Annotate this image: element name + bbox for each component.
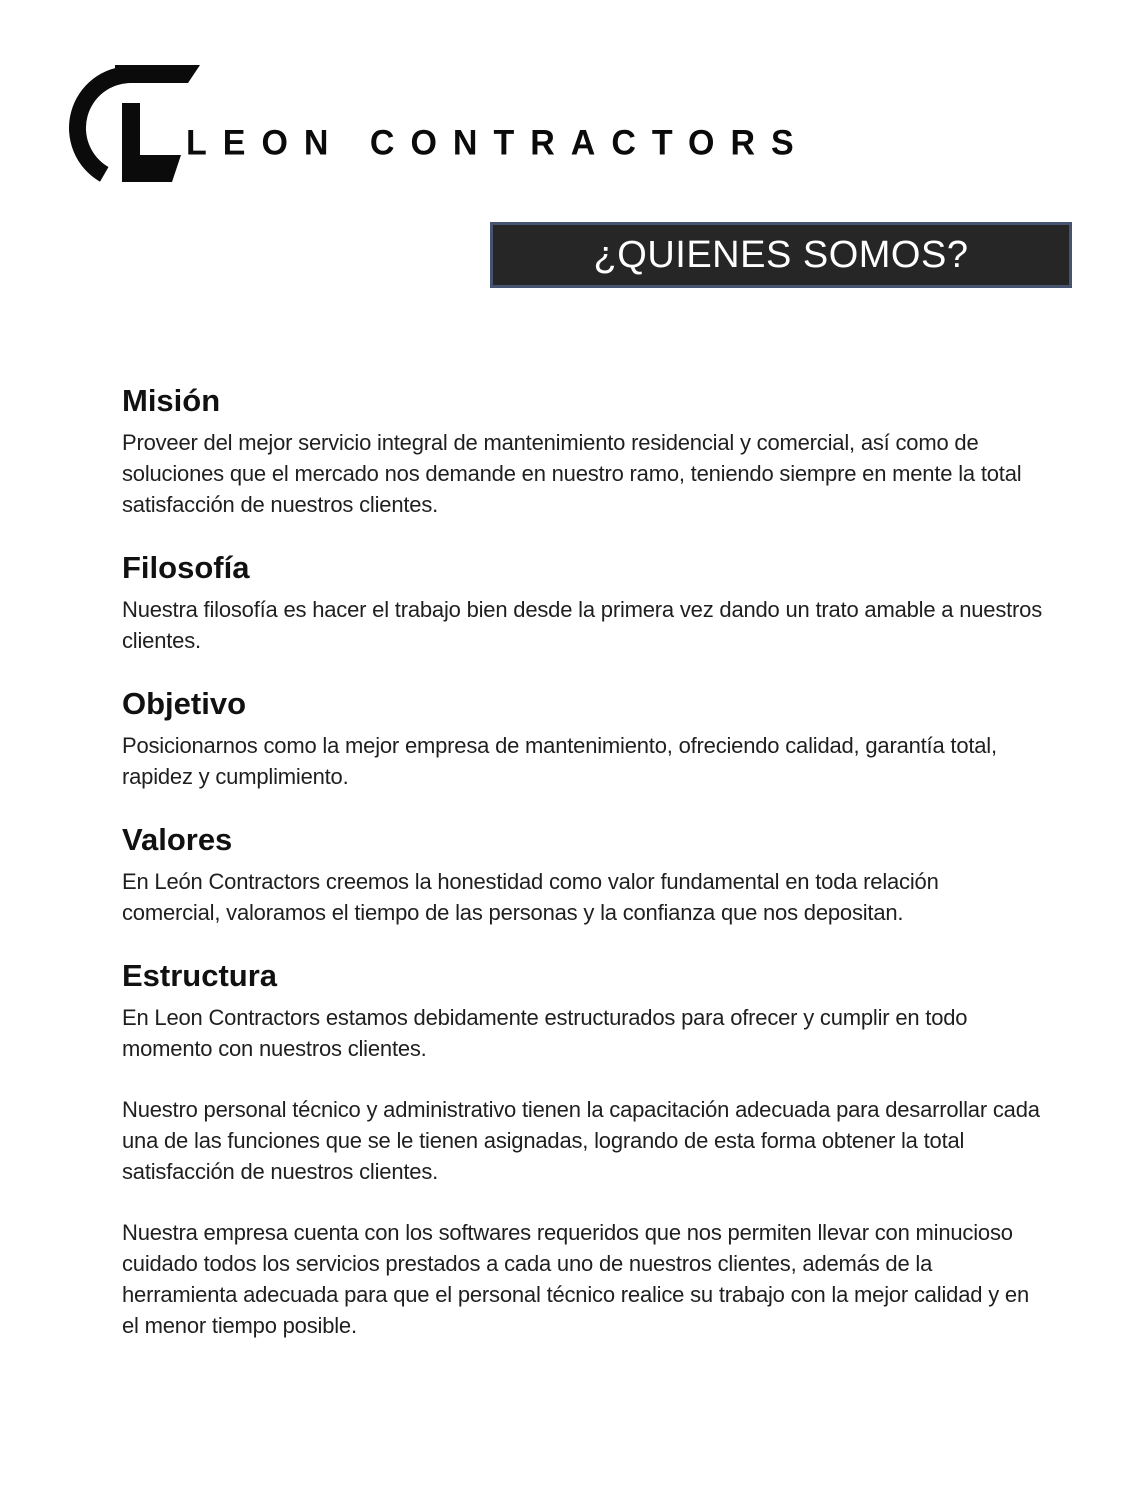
section-paragraph: Nuestro personal técnico y administrativo tienen la capacitación adecuada para desarrollar cada una de las funciones que se le tienen asignadas, logrando de esta forma obtener la total satisfacción de nuestros clientes.	[122, 1097, 1040, 1184]
section-heading: Objetivo	[122, 686, 247, 721]
section-heading: Filosofía	[122, 550, 250, 585]
section-paragraph: Proveer del mejor servicio integral de mantenimiento residencial y comercial, así como de soluciones que el mercado nos demande en nuestro ramo, teniendo siempre en mente la total satisfacción de nuestros clientes.	[122, 430, 1022, 517]
document-section	[122, 958, 1042, 1341]
logo-wordmark: LEON CONTRACTORS	[186, 123, 810, 163]
quienes-somos-banner	[490, 222, 1072, 288]
section-body	[122, 594, 1042, 656]
section-paragraph: Nuestra empresa cuenta con los softwares requeridos que nos permiten llevar con minucioso cuidado todos los servicios prestados a cada uno de nuestros clientes, además de la herramienta adecuada para que el personal técnico realice su trabajo con la mejor calidad y en el menor tiempo posible.	[122, 1220, 1029, 1338]
document-section	[122, 822, 1042, 928]
section-body	[122, 1002, 1042, 1341]
banner-title: ¿QUIENES SOMOS?	[593, 233, 969, 276]
content	[122, 383, 1042, 1371]
section-heading: Valores	[122, 822, 233, 857]
section-paragraph: Nuestra filosofía es hacer el trabajo bien desde la primera vez dando un trato amable a nuestros clientes.	[122, 597, 1043, 653]
document-section	[122, 383, 1042, 520]
section-paragraph: En León Contractors creemos la honestidad como valor fundamental en toda relación comercial, valoramos el tiempo de las personas y la confianza que nos depositan.	[122, 869, 939, 925]
section-paragraph: Posicionarnos como la mejor empresa de mantenimiento, ofreciendo calidad, garantía total, rapidez y cumplimiento.	[122, 733, 997, 789]
section-body	[122, 866, 1042, 928]
document-section	[122, 686, 1042, 792]
section-heading: Estructura	[122, 958, 278, 993]
section-paragraph: En Leon Contractors estamos debidamente estructurados para ofrecer y cumplir en todo momento con nuestros clientes.	[122, 1005, 968, 1061]
document-section	[122, 550, 1042, 656]
section-body	[122, 427, 1042, 520]
section-heading: Misión	[122, 383, 221, 418]
section-body	[122, 730, 1042, 792]
